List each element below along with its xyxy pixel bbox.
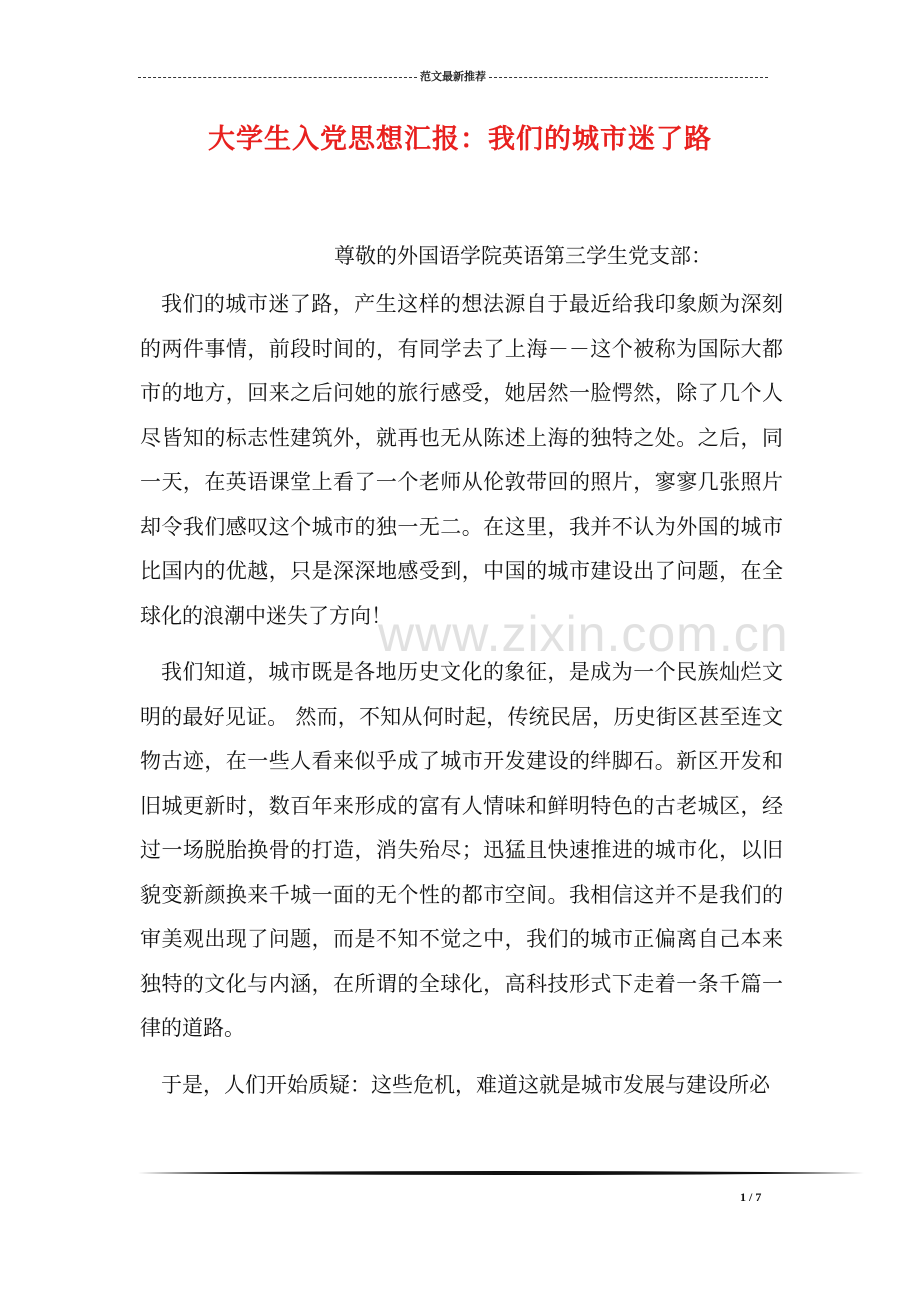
paragraph-3: 于是，人们开始质疑：这些危机，难道这就是城市发展与建设所必: [161, 1072, 770, 1097]
paragraph-2: 我们知道，城市既是各地历史文化的象征，是成为一个民族灿烂文明的最好见证。 然而，不知从何时起，传统民居，历史街区甚至连文物古迹，在一些人看来似乎成了城市开发建设的绊脚石。新区开发和旧城更新时，数百年来形成的富有人情味和鲜明特色的古老城区，经过一场脱胎换骨的打造，消失殆尽；迅猛且快速推进的城市化，以旧貌变新颜换来千城一面的无个性的都市空间。我相信这并不是我们的审美观出现了问题，而是不知不觉之中，我们的城市正偏离自己本来独特的文化与内涵，在所谓的全球化，高科技形式下走着一条千篇一律的道路。: [140, 660, 783, 1040]
header-dash-right: [489, 77, 768, 78]
header-dash-left: [138, 77, 417, 78]
footer-rule: [138, 1170, 864, 1176]
watermark: www.zixin.com.cn: [378, 606, 789, 662]
document-title: 大学生入党思想汇报：我们的城市迷了路: [208, 124, 712, 155]
document-body: [140, 234, 783, 1107]
salutation: 尊敬的外国语学院英语第三学生党支部：: [334, 244, 712, 268]
header-label: 范文最新推荐: [420, 71, 486, 83]
paragraph-1: 我们的城市迷了路，产生这样的想法源自于最近给我印象颇为深刻的两件事情，前段时间的，有同学去了上海－－这个被称为国际大都市的地方，回来之后问她的旅行感受，她居然一脸愕然，除了几个人尽皆知的标志性建筑外，就再也无从陈述上海的独特之处。之后，同一天，在英语课堂上看了一个老师从伦敦带回的照片，寥寥几张照片却令我们感叹这个城市的独一无二。在这里，我并不认为外国的城市比国内的优越，只是深深地感受到，中国的城市建设出了问题，在全球化的浪潮中迷失了方向！: [140, 292, 783, 628]
page-header: [138, 66, 768, 86]
page-number: 1 / 7: [740, 1190, 762, 1204]
